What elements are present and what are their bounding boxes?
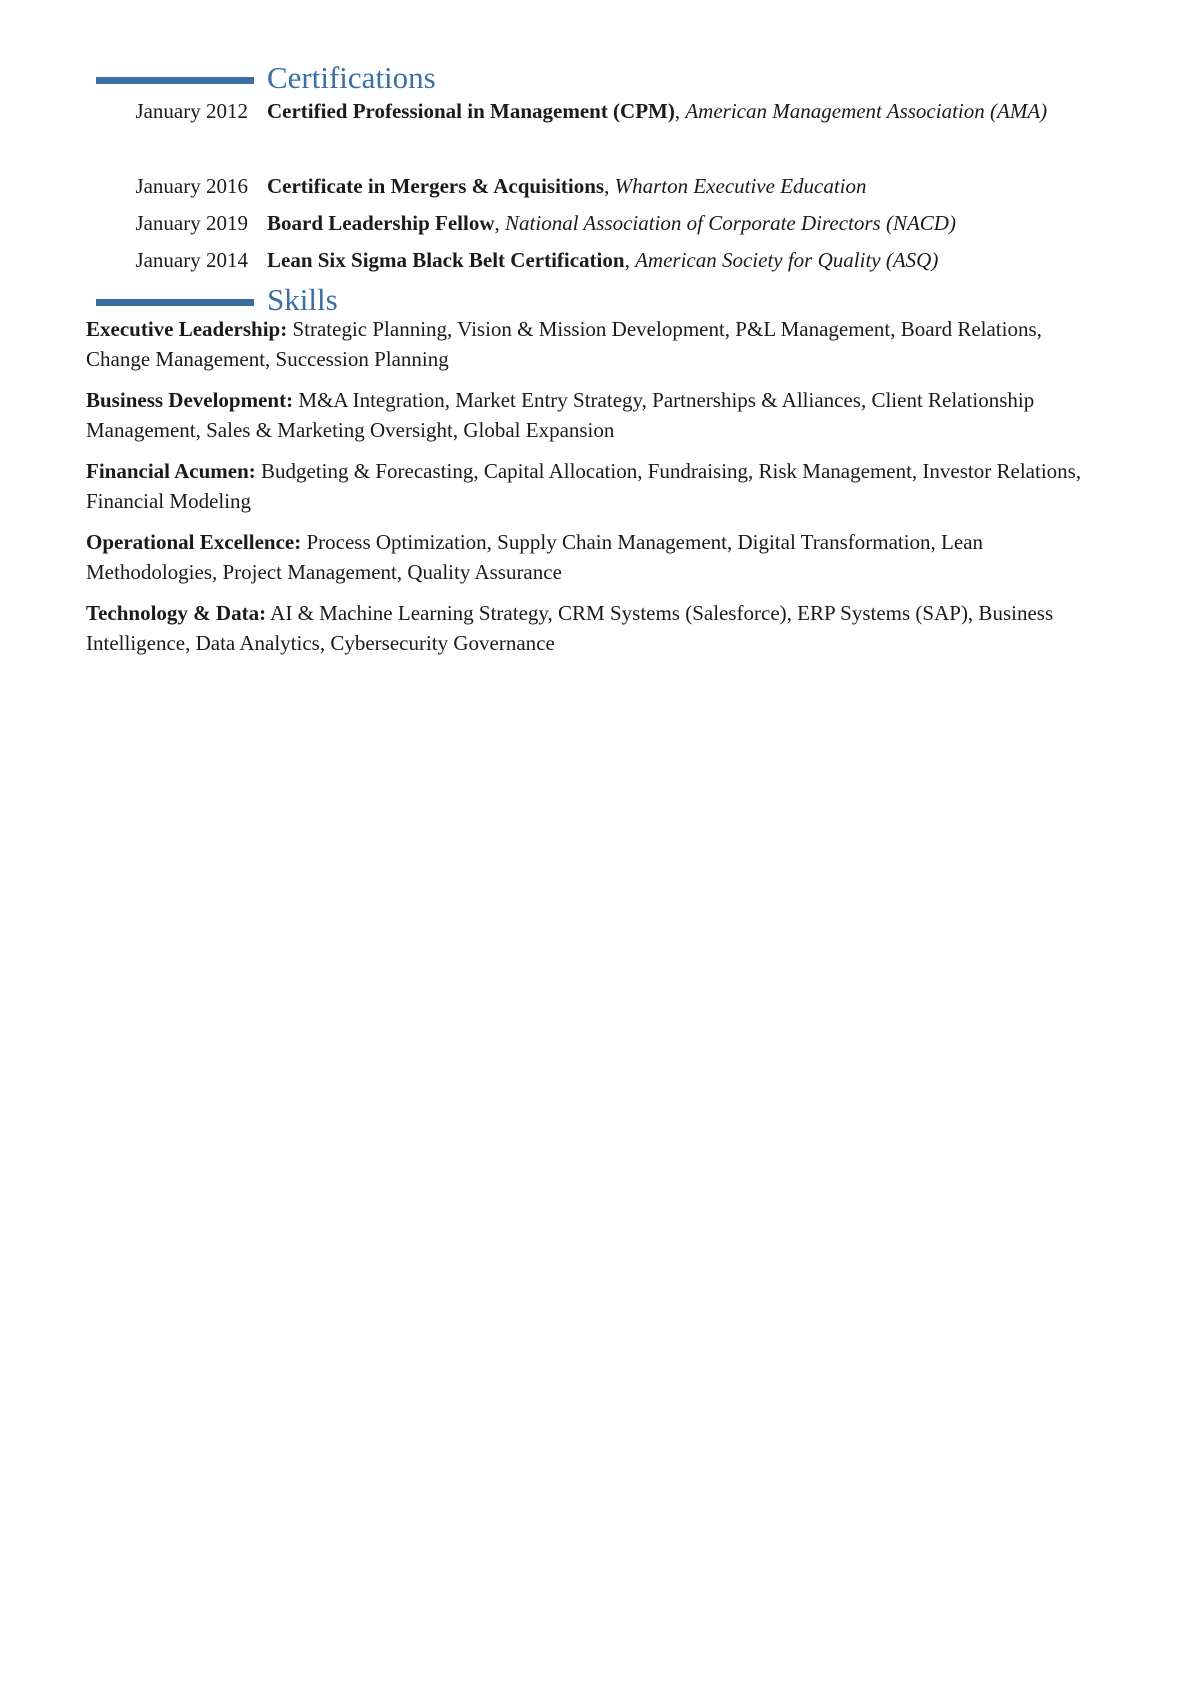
skill-item — [86, 598, 1106, 658]
certification-name: Certified Professional in Management (CPM) — [267, 99, 675, 123]
certification-date: January 2016 — [135, 174, 248, 198]
skill-category: Financial Acumen: — [86, 459, 256, 483]
certification-issuer: Wharton Executive Education — [614, 174, 867, 198]
skill-item — [86, 456, 1106, 516]
certification-separator: , — [674, 99, 686, 123]
skill-category: Executive Leadership: — [86, 317, 288, 341]
certification-name: Lean Six Sigma Black Belt Certification — [267, 248, 625, 272]
skill-category: Technology & Data: — [86, 601, 267, 625]
certification-text — [267, 96, 1107, 126]
certification-text — [267, 245, 1107, 275]
skill-list: Budgeting & Forecasting, Capital Allocation, Fundraising, Risk Management, Investor Relations, Financial Modeling — [86, 459, 1082, 513]
certification-text — [267, 208, 1107, 238]
certification-issuer: National Association of Corporate Directors (NACD) — [505, 211, 956, 235]
certification-date: January 2012 — [135, 99, 248, 123]
certification-date: January 2014 — [135, 248, 248, 272]
section-rule — [96, 299, 254, 306]
certification-issuer: American Management Association (AMA) — [685, 99, 1048, 123]
section-rule — [96, 77, 254, 84]
skill-list: AI & Machine Learning Strategy, CRM Systems (Salesforce), ERP Systems (SAP), Business Intelligence, Data Analytics, Cybersecurity Governance — [86, 601, 1054, 655]
skill-item — [86, 314, 1106, 374]
skill-category: Business Development: — [86, 388, 294, 412]
skills-heading: Skills — [267, 282, 338, 317]
certification-separator: , — [494, 211, 506, 235]
certification-date: January 2019 — [135, 211, 248, 235]
skill-item — [86, 385, 1106, 445]
certification-issuer: American Society for Quality (ASQ) — [635, 248, 939, 272]
skill-item — [86, 527, 1106, 587]
skill-list: Strategic Planning, Vision & Mission Development, P&L Management, Board Relations, Change Management, Succession Planning — [86, 317, 1042, 371]
certification-name: Board Leadership Fellow — [267, 211, 495, 235]
certification-text — [267, 171, 1107, 201]
certification-separator: , — [624, 248, 636, 272]
certifications-section-header — [96, 60, 1096, 96]
skills-section-header — [96, 282, 1096, 318]
skill-list: Process Optimization, Supply Chain Management, Digital Transformation, Lean Methodologies, Project Management, Quality Assurance — [86, 530, 984, 584]
certification-separator: , — [604, 174, 615, 198]
certification-name: Certificate in Mergers & Acquisitions — [267, 174, 605, 198]
skill-list: M&A Integration, Market Entry Strategy, Partnerships & Alliances, Client Relationship Management, Sales & Marketing Oversight, Global Expansion — [86, 388, 1035, 442]
certifications-heading: Certifications — [267, 60, 436, 95]
skill-category: Operational Excellence: — [86, 530, 302, 554]
